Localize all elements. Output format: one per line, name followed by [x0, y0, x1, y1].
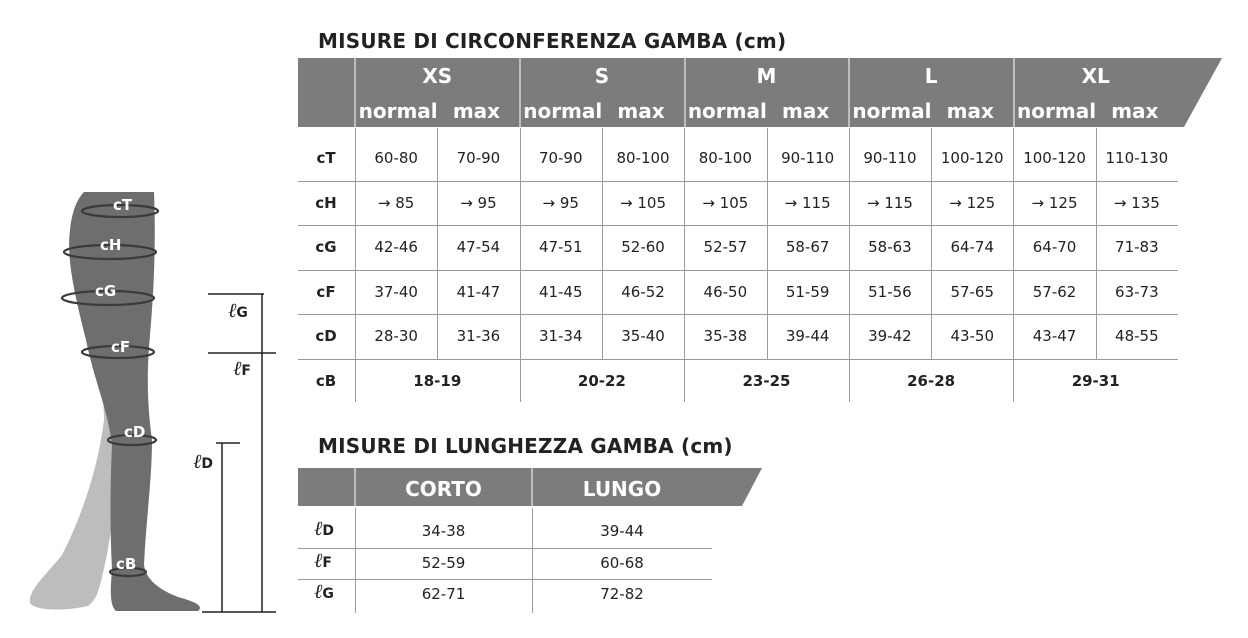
leg-label-cB: cB	[116, 555, 137, 573]
table-cell: 70-90	[456, 149, 501, 167]
table-cell: 39-42	[868, 327, 912, 345]
table-cell: 57-62	[1032, 282, 1077, 301]
dim-label-lG: ℓG	[228, 298, 248, 322]
table-cell: 80-100	[698, 149, 752, 167]
table-cell: 80-100	[616, 149, 670, 167]
table-cell: 47-54	[456, 238, 501, 256]
leg-label-cG: cG	[95, 282, 117, 300]
max-header: max	[1111, 99, 1159, 123]
table-cell: 41-45	[538, 282, 583, 301]
normal-header: normal	[523, 99, 603, 123]
table-cell: → 115	[866, 193, 913, 212]
table-cell: 51-59	[785, 282, 830, 301]
row-label-cB: cB	[315, 371, 337, 390]
size-header-xs: XS	[422, 64, 453, 88]
table-cell: 39-44	[785, 327, 830, 345]
length-title: MISURE DI LUNGHEZZA GAMBA (cm)	[318, 434, 733, 458]
normal-header: normal	[358, 99, 438, 123]
max-header: max	[452, 99, 501, 123]
table-cell: 39-44	[600, 522, 644, 540]
leg-label-cH: cH	[100, 236, 122, 254]
table-cell: 90-110	[863, 149, 917, 167]
normal-header: normal	[1017, 99, 1097, 123]
dim-label-lF: ℓF	[233, 356, 251, 380]
row-label-cD: cD	[315, 327, 337, 345]
table-cell: 52-60	[621, 238, 665, 256]
table-cell: 70-90	[538, 149, 583, 167]
table-cell: 31-36	[456, 327, 501, 345]
leg-label-cD: cD	[124, 423, 146, 441]
row-label-cG: cG	[315, 238, 337, 256]
table-cell: → 135	[1113, 193, 1160, 212]
table-cell: 42-46	[374, 238, 418, 256]
table-cell: 63-73	[1115, 282, 1159, 301]
table-cell: 29-31	[1071, 371, 1120, 390]
len-row-label: ℓD	[314, 516, 334, 540]
max-header: max	[946, 99, 994, 123]
table-cell: 28-30	[374, 327, 418, 345]
len-row-label: ℓG	[314, 579, 334, 603]
table-cell: 41-47	[456, 282, 501, 301]
table-cell: 35-38	[703, 327, 748, 345]
table-cell: 51-56	[868, 282, 912, 301]
row-label-cT: cT	[316, 149, 336, 167]
table-cell: 58-67	[785, 238, 830, 256]
table-cell: → 95	[460, 193, 497, 212]
table-cell: 52-59	[421, 553, 466, 572]
table-cell: 37-40	[374, 282, 418, 301]
table-cell: 64-70	[1032, 238, 1077, 256]
row-label-cH: cH	[315, 193, 337, 212]
table-cell: → 85	[377, 193, 415, 212]
table-cell: 52-57	[703, 238, 748, 256]
table-cell: 60-68	[600, 553, 644, 572]
dim-label-lD: ℓD	[193, 449, 213, 473]
table-cell: 43-47	[1032, 327, 1077, 345]
table-cell: → 125	[949, 193, 996, 212]
table-cell: 23-25	[742, 371, 791, 390]
table-cell: 100-120	[940, 149, 1004, 167]
table-cell: 64-74	[950, 238, 995, 256]
size-header-l: L	[924, 64, 938, 88]
normal-header: normal	[687, 99, 767, 123]
table-cell: → 105	[620, 193, 667, 212]
table-cell: 48-55	[1115, 327, 1159, 345]
size-header-m: M	[756, 64, 777, 88]
table-cell: 43-50	[950, 327, 995, 345]
table-cell: → 115	[784, 193, 831, 212]
normal-header: normal	[852, 99, 932, 123]
table-cell: 47-51	[538, 238, 583, 256]
row-label-cF: cF	[316, 282, 336, 301]
size-header-xl: XL	[1081, 64, 1110, 88]
table-cell: 46-50	[703, 282, 748, 301]
table-cell: 18-19	[413, 371, 462, 390]
len-row-label: ℓF	[314, 547, 332, 572]
table-cell: 62-71	[421, 585, 466, 603]
circumference-title: MISURE DI CIRCONFERENZA GAMBA (cm)	[318, 29, 787, 53]
len-header-lungo: LUNGO	[582, 477, 662, 501]
table-cell: 110-130	[1105, 149, 1169, 167]
table-cell: 26-28	[907, 371, 956, 390]
len-header-corto: CORTO	[405, 477, 482, 501]
table-cell: 100-120	[1023, 149, 1086, 167]
table-cell: 58-63	[868, 238, 912, 256]
leg-label-cF: cF	[111, 338, 131, 356]
table-cell: 34-38	[421, 522, 466, 540]
table-cell: 71-83	[1115, 238, 1159, 256]
table-cell: 20-22	[577, 371, 626, 390]
table-cell: 90-110	[781, 149, 835, 167]
table-cell: → 95	[542, 193, 579, 212]
table-cell: 57-65	[950, 282, 995, 301]
size-header-s: S	[594, 64, 610, 88]
table-cell: 46-52	[621, 282, 665, 301]
table-cell: → 125	[1031, 193, 1078, 212]
max-header: max	[782, 99, 830, 123]
table-cell: 72-82	[600, 585, 644, 603]
table-cell: → 105	[702, 193, 749, 212]
leg-label-cT: cT	[113, 196, 133, 214]
max-header: max	[617, 99, 665, 123]
table-cell: 31-34	[538, 327, 583, 345]
table-cell: 60-80	[374, 149, 418, 167]
table-cell: 35-40	[621, 327, 665, 345]
